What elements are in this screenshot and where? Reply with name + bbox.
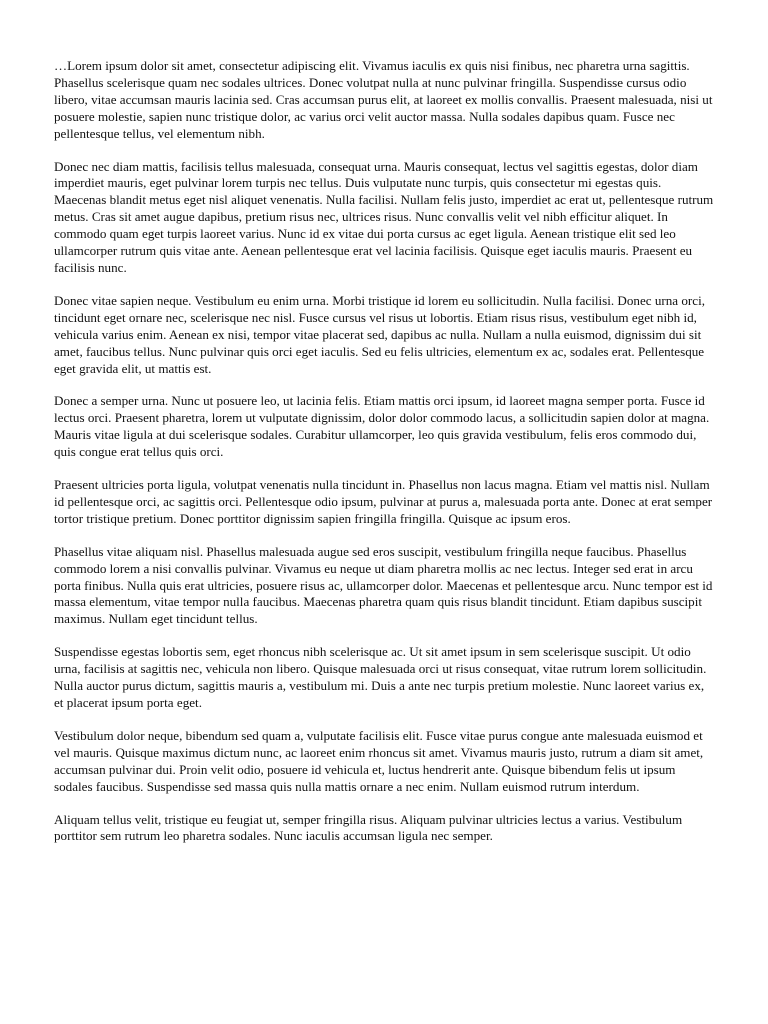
document-page: [54, 58, 714, 861]
paragraph-4: Donec a semper urna. Nunc ut posuere leo, ut lacinia felis. Etiam mattis orci ipsum, id laoreet magna semper porta. Fusce id lectus orci. Praesent pharetra, lorem ut vulputate dignissim, dolor dolor commodo lacus, a sollicitudin sapien dolor at magna. Mauris vitae ligula at dui scelerisque sodales. Curabitur ullamcorper, leo quis gravida vestibulum, felis eros commodo dui, quis congue erat tellus quis orci.: [54, 393, 710, 460]
paragraph-9: Aliquam tellus velit, tristique eu feugiat ut, semper fringilla risus. Aliquam pulvinar ultricies lectus a varius. Vestibulum porttitor sem rutrum leo pharetra sodales. Nunc iaculis accumsan ligula nec semper.: [54, 811, 683, 844]
paragraph-7: Suspendisse egestas lobortis sem, eget rhoncus nibh scelerisque ac. Ut sit amet ipsum in sem scelerisque suscipit. Ut odio urna, facilisis at sagittis nec, vehicula non libero. Quisque malesuada orci ut risus consequat, vitae rutrum lorem sollicitudin. Nulla auctor purus dictum, sagittis mauris a, vestibulum mi. Duis a ante nec turpis pretium molestie. Nunc laoreet varius ex, et placerat ipsum porta eget.: [54, 644, 707, 710]
paragraph-5: Praesent ultricies porta ligula, volutpat venenatis nulla tincidunt in. Phasellus non lacus magna. Etiam vel mattis nisl. Nullam id pellentesque orci, ac sagittis orci. Pellentesque odio ipsum, pulvinar at purus a, malesuada porta ante. Donec at erat semper tortor tristique pretium. Donec porttitor dignissim sapien fringilla fringilla. Quisque ac ipsum eros.: [54, 477, 713, 526]
paragraph-8: Vestibulum dolor neque, bibendum sed quam a, vulputate facilisis elit. Fusce vitae purus congue ante malesuada euismod et vel mauris. Quisque maximus dictum nunc, ac laoreet enim rhoncus sit amet. Vivamus mauris justo, rutrum a diam sit amet, accumsan pulvinar dui. Proin velit odio, posuere id vehicula et, luctus hendrerit ante. Quisque bibendum felis ut ipsum sodales faucibus. Suspendisse sed massa quis nulla mattis ornare a nec enim. Nullam euismod rutrum interdum.: [54, 727, 704, 794]
paragraph-3: Donec vitae sapien neque. Vestibulum eu enim urna. Morbi tristique id lorem eu sollicitudin. Nulla facilisi. Donec urna orci, tincidunt eget ornare nec, scelerisque nec nisl. Fusce cursus vel risus ut lobortis. Etiam risus risus, vestibulum eget nibh id, vehicula varius enim. Aenean ex nisi, tempor vitae placerat sed, dapibus ac nulla. Nullam a nulla euismod, dignissim dui sit amet, faucibus tellus. Nunc pulvinar quis orci eget iaculis. Sed eu felis ultricies, elementum ex ac, sodales erat. Pellentesque eget gravida elit, ut mattis est.: [54, 292, 706, 376]
paragraph-1: …Lorem ipsum dolor sit amet, consectetur adipiscing elit. Vivamus iaculis ex quis nisi finibus, nec pharetra urna sagittis. Phasellus scelerisque quam nec sodales ultrices. Donec volutpat nulla at nunc pulvinar fringilla. Suspendisse cursus odio libero, vitae accumsan mauris lacinia sed. Cras accumsan purus elit, at laoreet ex mollis convallis. Praesent malesuada, nisi ut posuere molestie, sapien nunc tristique dolor, ac varius orci velit auctor massa. Nulla sodales dapibus quam. Fusce nec pellentesque tellus, vel elementum nibh.: [54, 58, 713, 141]
paragraph-2: Donec nec diam mattis, facilisis tellus malesuada, consequat urna. Mauris consequat, lectus vel sagittis egestas, dolor diam imperdiet mauris, eget pulvinar lorem turpis nec tellus. Duis vulputate nunc turpis, quis consectetur mi egestas quis. Maecenas blandit metus eget nisl aliquet venenatis. Nulla facilisi. Nullam felis justo, imperdiet ac erat ut, pellentesque rutrum metus. Cras sit amet augue dapibus, pretium risus nec, ultrices risus. Nunc convallis velit vel nibh efficitur aliquet. In commodo quam eget turpis laoreet varius. Nunc id ex vitae dui porta cursus ac eget ligula. Aenean tristique elit sed leo ullamcorper rutrum quis vitae ante. Aenean pellentesque erat vel lacinia facilisis. Quisque eget iaculis mauris. Praesent eu facilisis nunc.: [54, 158, 714, 275]
paragraph-6: Phasellus vitae aliquam nisl. Phasellus malesuada augue sed eros suscipit, vestibulum fringilla neque faucibus. Phasellus commodo lorem a nisi convallis pulvinar. Vivamus eu neque ut diam pharetra mollis ac nec lectus. Integer sed erat in arcu porta finibus. Nulla quis erat ultricies, posuere risus ac, ullamcorper dolor. Maecenas et pellentesque arcu. Nunc tempor est id massa elementum, vitae tempor nulla faucibus. Maecenas pharetra quam quis risus blandit tincidunt. Etiam dapibus suscipit maximus. Nullam eget tincidunt tellus.: [54, 543, 713, 627]
